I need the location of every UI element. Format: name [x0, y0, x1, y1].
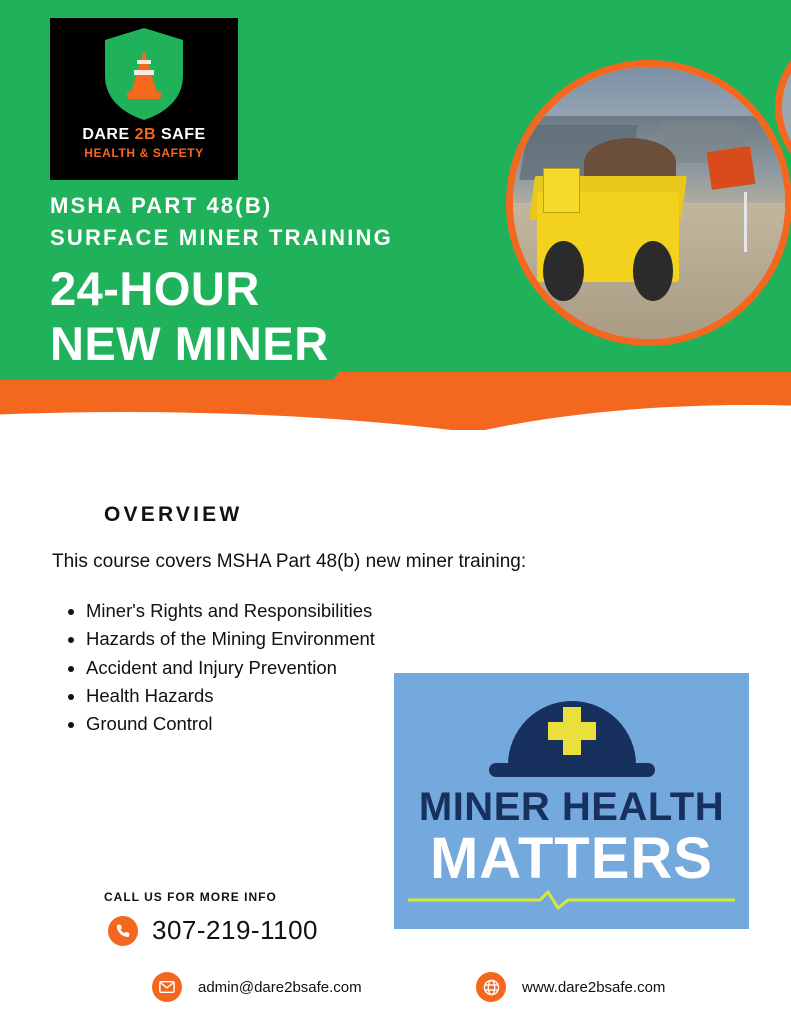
list-item: • Ground Control [86, 713, 375, 734]
overview-bullet-list [52, 600, 375, 741]
list-item: • Health Hazards [86, 685, 375, 706]
page-title [50, 262, 329, 372]
logo-title-num: 2B [134, 126, 157, 143]
logo-title [82, 126, 205, 144]
globe-icon [476, 972, 506, 1002]
photo-truck-wheel-front [543, 241, 584, 301]
logo-subtitle: HEALTH & SAFETY [84, 146, 204, 160]
phone-contact-row[interactable] [108, 915, 318, 946]
list-item: • Accident and Injury Prevention [86, 657, 375, 678]
website-url[interactable]: www.dare2bsafe.com [522, 978, 666, 996]
safety-cone-shield-icon [101, 26, 187, 122]
kicker-line-2: SURFACE MINER TRAINING [50, 224, 393, 250]
photo-truck-cab [543, 168, 580, 214]
list-item: • Miner's Rights and Responsibilities [86, 600, 375, 621]
email-contact-row[interactable] [152, 972, 362, 1002]
logo-title-post: SAFE [156, 126, 206, 143]
cross-horizontal-bar [548, 722, 596, 740]
overview-intro: This course covers MSHA Part 48(b) new miner training: [52, 551, 527, 572]
phone-number[interactable]: 307-219-1100 [152, 915, 318, 945]
course-kicker [50, 190, 393, 254]
miner-health-matters-image [394, 673, 749, 929]
envelope-icon [152, 972, 182, 1002]
photo-truck-wheel-rear [633, 241, 674, 301]
heartbeat-line-icon [408, 889, 735, 911]
logo-title-pre: DARE [82, 126, 135, 143]
hard-hat-brim [489, 763, 655, 777]
list-item: • Hazards of the Mining Environment [86, 628, 375, 649]
overview-heading: OVERVIEW [104, 503, 243, 526]
title-line-1: 24-HOUR [50, 262, 260, 315]
promo-line-1: MINER HEALTH [418, 785, 725, 829]
mine-truck-photo [506, 60, 791, 346]
email-address[interactable]: admin@dare2bsafe.com [198, 978, 362, 996]
promo-line-2: MATTERS [429, 826, 713, 891]
website-contact-row[interactable] [476, 972, 665, 1002]
brand-logo [50, 18, 238, 180]
photo-excavator [706, 146, 754, 190]
title-line-2: NEW MINER [50, 316, 329, 370]
phone-icon [108, 916, 138, 946]
photo-pole [744, 192, 747, 252]
call-us-label: CALL US FOR MORE INFO [104, 890, 277, 904]
photo-content [513, 67, 785, 339]
kicker-line-1: MSHA PART 48(B) [50, 193, 273, 218]
